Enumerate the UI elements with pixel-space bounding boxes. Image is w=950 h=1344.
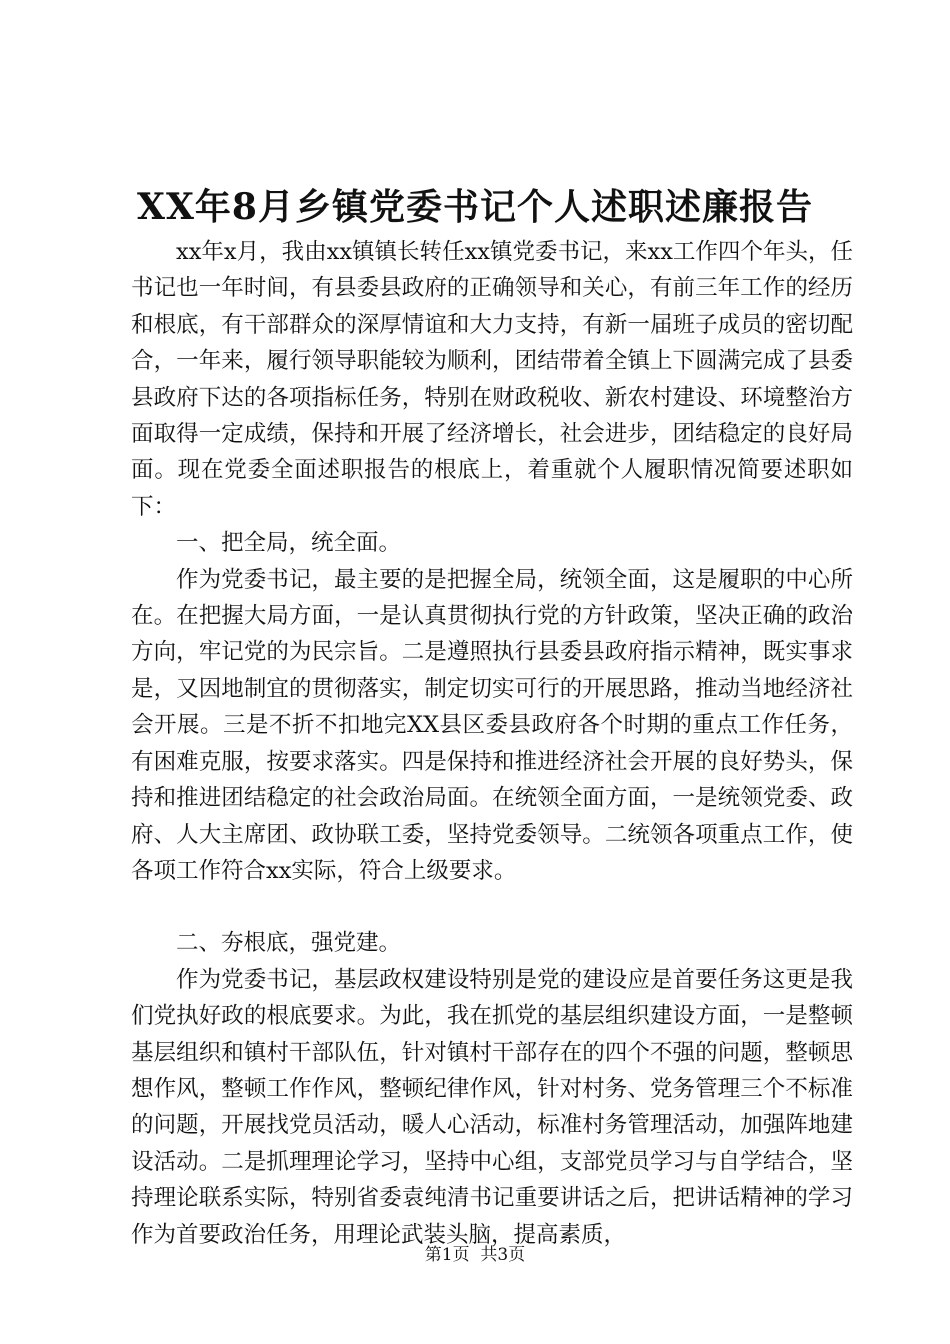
paragraph-section-1: 作为党委书记，最主要的是把握全局，统领全面，这是履职的中心所在。在把握大局方面，一是认真贯彻执行党的方针政策，坚决正确的政治方向，牢记党的为民宗旨。二是遵照执行县委县政府指示精神，既实事求是，又因地制宜的贯彻落实，制定切实可行的开展思路，推动当地经济社会开展。三是不折不扣地完XX县区委县政府各个时期的重点工作任务，有困难克服，按要求落实。四是保持和推进经济社会开展的良好势头，保持和推进团结稳定的社会政治局面。在统领全面方面，一是统领党委、政府、人大主席团、政协联工委，坚持党委领导。二统领各项重点工作，使各项工作符合xx实际，符合上级要求。	[131, 566, 853, 884]
section-heading-2: 二、夯根底，强党建。	[176, 930, 402, 957]
section-heading-1: 一、把全局，统全面。	[176, 530, 402, 557]
paragraph-spacer	[131, 889, 853, 925]
document-title: XX年8月乡镇党委书记个人述职述廉报告	[137, 186, 813, 228]
page-total: 共3页	[480, 1245, 526, 1265]
page-number: 第1页	[424, 1245, 470, 1265]
paragraph-intro: xx年x月，我由xx镇镇长转任xx镇党委书记，来xx工作四个年头，任书记也一年时间，有县委县政府的正确领导和关心，有前三年工作的经历和根底，有干部群众的深厚情谊和大力支持，有新一届班子成员的密切配合，一年来，履行领导职能较为顺利，团结带着全镇上下圆满完成了县委县政府下达的各项指标任务，特别在财政税收、新农村建设、环境整治方面取得一定成绩，保持和开展了经济增长，社会进步，团结稳定的良好局面。现在党委全面述职报告的根底上，着重就个人履职情况简要述职如下：	[131, 239, 853, 520]
document-body	[131, 234, 853, 1253]
page-footer	[0, 1243, 950, 1267]
footer-separator	[470, 1245, 481, 1265]
paragraph-section-2: 作为党委书记，基层政权建设特别是党的建设应是首要任务这更是我们党执好政的根底要求。为此，我在抓党的基层组织建设方面，一是整顿基层组织和镇村干部队伍，针对镇村干部存在的四个不强的问题，整顿思想作风，整顿工作作风，整顿纪律作风，针对村务、党务管理三个不标准的问题，开展找党员活动，暖人心活动，标准村务管理活动，加强阵地建设活动。二是抓理理论学习，坚持中心组，支部党员学习与自学结合，坚持理论联系实际，特别省委袁纯清书记重要讲话之后，把讲话精神的学习作为首要政治任务，用理论武装头脑，提高素质，	[131, 966, 853, 1248]
